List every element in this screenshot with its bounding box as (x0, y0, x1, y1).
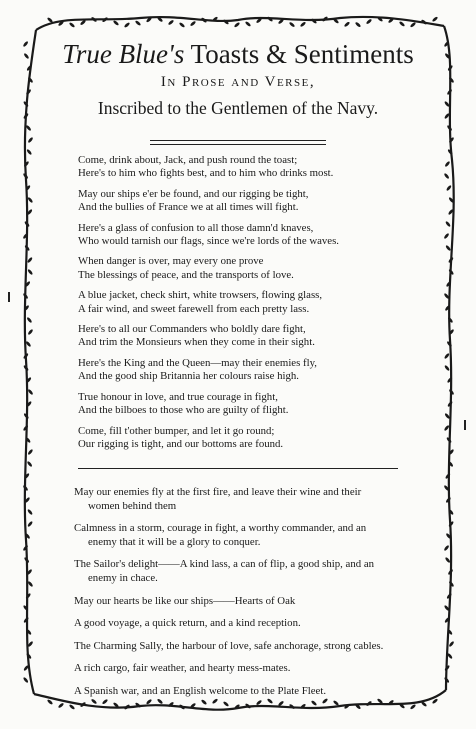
toast-item (74, 685, 424, 699)
border-leaf (124, 22, 131, 28)
verse-line: The blessings of peace, and the transports of love. (78, 268, 294, 281)
page-title (0, 38, 476, 70)
border-leaf (47, 699, 54, 705)
verse-line: When danger is over, may every one prove (78, 255, 264, 268)
border-leaf (445, 221, 451, 228)
verse-stanza (78, 391, 408, 418)
border-leaf (445, 557, 451, 564)
border-leaf (27, 521, 33, 528)
toast-line: A rich cargo, fair weather, and hearty mess-mates. (74, 662, 291, 675)
border-leaf (344, 21, 351, 27)
border-leaf (444, 425, 450, 432)
border-leaf (410, 22, 417, 28)
verse-line: True honour in love, and true courage in fight, (78, 390, 278, 403)
verse-stanza (78, 188, 408, 215)
border-leaf (234, 22, 241, 28)
verse-stanza (78, 222, 408, 249)
border-leaf (300, 21, 307, 27)
border-leaf (448, 641, 454, 648)
border-leaf (444, 353, 450, 360)
verse-stanza (78, 357, 408, 384)
border-leaf (27, 389, 33, 396)
border-leaf (445, 245, 451, 252)
border-leaf (366, 18, 373, 24)
title-rest: Toasts & Sentiments (184, 39, 414, 69)
verse-line: Our rigging is tight, and our bottoms are found. (78, 437, 284, 450)
toast-line-cont: enemy in chace. (88, 571, 158, 584)
border-leaf (58, 702, 65, 708)
border-leaf (135, 20, 142, 26)
verse-stanza (78, 154, 408, 181)
divider-middle (78, 468, 398, 469)
border-leaf (444, 365, 450, 372)
toast-line: Calmness in a storm, courage in fight, a worthy commander, and an (74, 522, 367, 535)
toast-item (74, 558, 424, 585)
border-leaf (27, 461, 33, 468)
border-leaf (27, 509, 33, 516)
toast-item (74, 486, 424, 513)
border-leaf (399, 21, 406, 27)
verse-line: A blue jacket, check shirt, white trowsers, flowing glass, (78, 289, 323, 302)
verse-stanza (78, 323, 408, 350)
toast-item (74, 640, 424, 654)
toast-line-cont: women behind them (88, 499, 177, 512)
toast-line: May our hearts be like our ships——Hearts of Oak (74, 594, 296, 607)
toast-line: May our enemies fly at the first fire, and leave their wine and their (74, 486, 362, 498)
border-leaf (113, 20, 120, 26)
verse-stanza (78, 255, 408, 282)
verse-line: A fair wind, and sweet farewell from each pretty lass. (78, 302, 310, 315)
border-leaf (69, 22, 76, 28)
verse-line: Come, fill t'other bumper, and let it go round; (78, 424, 275, 437)
verse-line: And trim the Monsieurs when they come in their sight. (78, 336, 315, 349)
border-leaf (27, 329, 33, 336)
toast-section (74, 486, 424, 708)
border-leaf (26, 317, 32, 324)
verse-section (78, 154, 408, 458)
divider-top-1 (150, 140, 326, 141)
verse-stanza (78, 289, 408, 316)
toast-line: The Charming Sally, the harbour of love, safe anchorage, strong cables. (74, 639, 384, 652)
border-leaf (443, 233, 449, 240)
border-leaf (27, 137, 33, 144)
border-leaf (446, 185, 452, 192)
subtitle: In Prose and Verse, (160, 74, 316, 90)
border-leaf (27, 449, 33, 456)
verse-line: Come, drink about, Jack, and push round the toast; (78, 154, 298, 166)
border-leaf (27, 257, 33, 264)
toast-item (74, 662, 424, 676)
verse-line: Who would tarnish our flags, since we're lords of the waves. (78, 235, 340, 248)
border-leaf (190, 20, 197, 26)
border-leaf (168, 19, 175, 25)
margin-mark-left (8, 292, 10, 302)
toast-item (74, 617, 424, 631)
border-leaf (27, 197, 33, 204)
toast-item (74, 595, 424, 609)
verse-line: Here's a glass of confusion to all those damn'd knaves, (78, 221, 314, 234)
border-leaf (179, 22, 186, 28)
border-leaf (443, 173, 449, 180)
verse-line: May our ships e'er be found, and our rigging be tight, (78, 187, 309, 200)
verse-line: And the good ship Britannia her colours raise high. (78, 370, 299, 383)
divider-top-2 (150, 144, 326, 145)
verse-line: Here's the King and the Queen—may their enemies fly, (78, 356, 317, 369)
border-leaf (432, 16, 439, 22)
border-leaf (26, 149, 32, 156)
border-leaf (443, 545, 449, 552)
border-leaf (444, 161, 450, 168)
verse-line: And the bullies of France we at all times will fight. (78, 201, 299, 214)
verse-stanza (78, 425, 408, 452)
border-leaf (289, 21, 296, 27)
verse-line: Here's to him who fights best, and to him who drinks most. (78, 167, 334, 180)
title-italic: True Blue's (62, 39, 185, 69)
verse-line: And the bilboes to those who are guilty of flight. (78, 404, 289, 417)
margin-mark-right (464, 420, 466, 430)
toast-line: A Spanish war, and an English welcome to the Plate Fleet. (74, 684, 327, 697)
toast-line-cont: enemy that it will be a glory to conquer. (88, 535, 261, 548)
border-leaf (27, 269, 33, 276)
border-leaf (245, 21, 252, 27)
toast-item (74, 522, 424, 549)
border-leaf (23, 677, 29, 684)
verse-line: Here's to all our Commanders who boldly dare fight, (78, 323, 306, 336)
toast-line: The Sailor's delight——A kind lass, a can of flip, a good ship, and an (74, 558, 375, 571)
dedication: Inscribed to the Gentlemen of the Navy. (97, 98, 379, 118)
border-leaf (355, 21, 362, 27)
toast-line: A good voyage, a quick return, and a kind reception. (74, 617, 301, 630)
